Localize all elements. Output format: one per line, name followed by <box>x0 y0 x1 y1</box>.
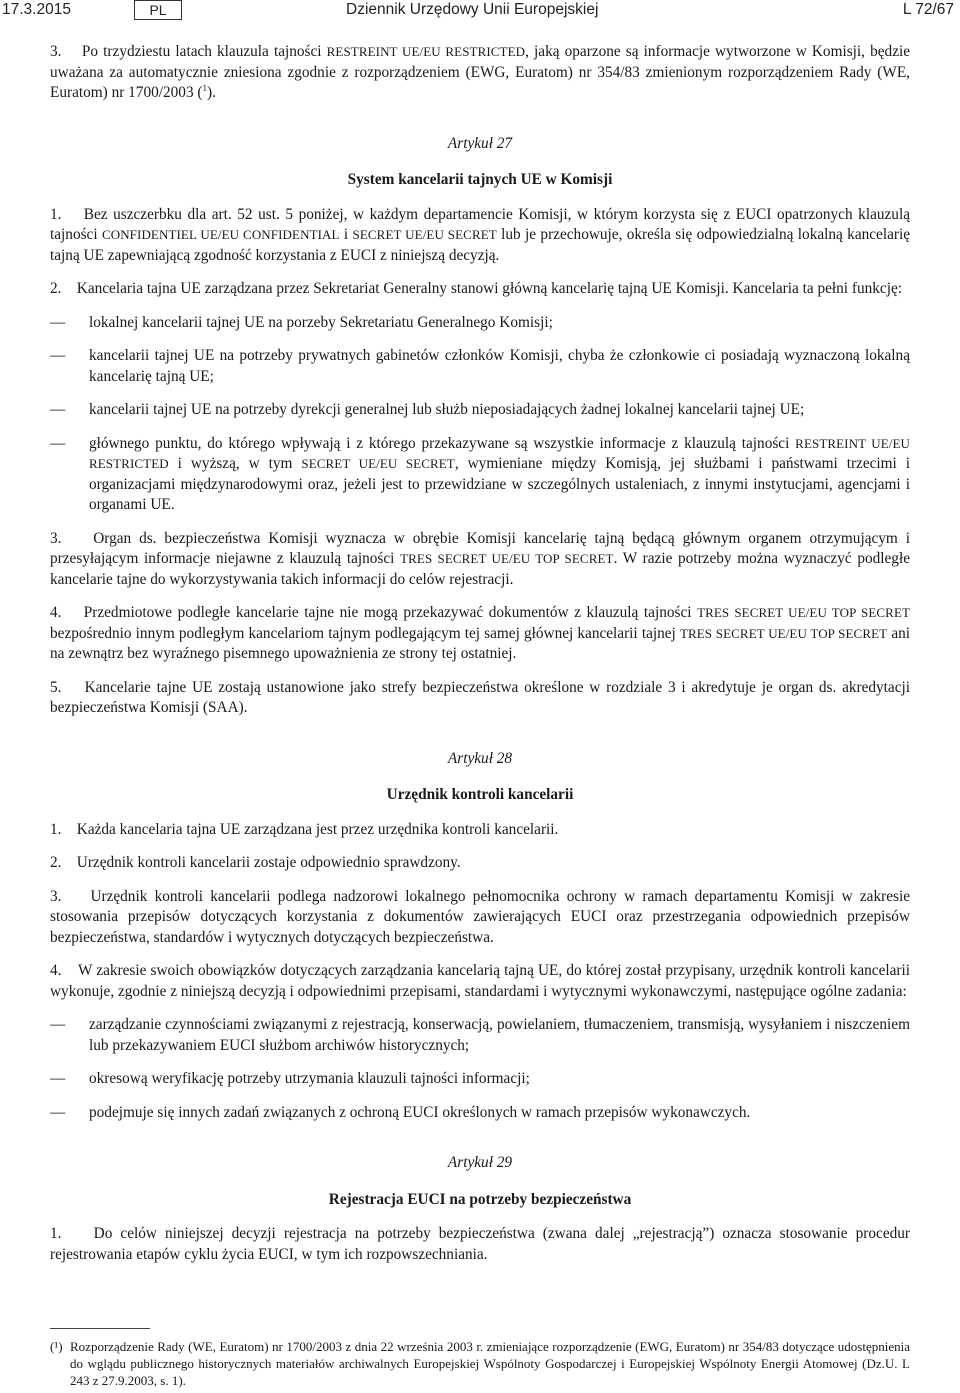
list-item: — kancelarii tajnej UE na potrzeby prywatnych gabinetów członków Komisji, chyba że członkowie ci posiadają wyznaczoną lokalną kancelarię tajną UE; <box>50 347 910 385</box>
page-number: L 72/67 <box>902 1 954 18</box>
document-body <box>50 42 910 1278</box>
paragraph: 3. Urzędnik kontroli kancelarii podlega nadzorowi lokalnego pełnomocnika ochrony w ramach departamentu Komisji w zakresie stosowania przepisów dotyczących korzystania z dokumentów zawierających EUCI oraz przestrzegania odpowiednich przepisów bezpieczeństwa, standardów i wytycznych dotyczących bezpieczeństwa. <box>50 887 910 946</box>
article-title: Urzędnik kontroli kancelarii <box>386 786 574 803</box>
footnote <box>50 1338 910 1389</box>
paragraph: 2. Urzędnik kontroli kancelarii zostaje odpowiednio sprawdzony. <box>50 854 461 871</box>
article-number: Artykuł 28 <box>447 749 513 767</box>
paragraph: 2. Kancelaria tajna UE zarządzana przez Sekretariat Generalny stanowi główną kancelarię tajną UE Komisji. Kancelaria ta pełni funkcję: <box>50 280 902 297</box>
footnote-ref: 1 <box>202 82 208 93</box>
language-badge: PL <box>134 0 182 20</box>
footnote-text: Rozporządzenie Rady (WE, Euratom) nr 1700/2003 z dnia 22 września 2003 r. zmieniające rozporządzenie (EWG, Euratom) nr 354/83 dotyczące udostępnienia do wglądu publicznego historycznych materiałów archiwalnych Europejskiej Wspólnoty Gospodarczej i Europejskiej Wspólnoty Energii Atomowej (Dz.U. L 243 z 27.9.2003, s. 1). <box>70 1339 910 1388</box>
footnote-mark: (¹) <box>50 1339 63 1354</box>
list-item: — lokalnej kancelarii tajnej UE na porzeby Sekretariatu Generalnego Komisji; <box>50 313 553 331</box>
paragraph: 3. Po trzydziestu latach klauzula tajności RESTREINT UE/EU RESTRICTED, jaką oparzone są informacje wytworzone w Komisji, będzie uważana za automatycznie zniesiona zgodnie z rozporządzeniem (EWG, Euratom) nr 354/83 zmienionym rozporządzeniem Rady (WE, Euratom) nr 1700/2003 ($^1$). <box>50 43 911 101</box>
list-item: — podejmuje się innych zadań związanych z ochroną EUCI określonych w ramach przepisów wykonawczych. <box>50 1103 751 1121</box>
article-number: Artykuł 29 <box>447 1154 513 1171</box>
article-title: Rejestracja EUCI na potrzeby bezpieczeństwa <box>328 1190 632 1208</box>
list-item: — kancelarii tajnej UE na potrzeby dyrekcji generalnej lub służb nieposiadających żadnej lokalnej kancelarii tajnej UE; <box>50 401 805 418</box>
list-item: — zarządzanie czynnościami związanymi z rejestracją, konserwacją, powielaniem, tłumaczeniem, transmisją, wysyłaniem i niszczeniem lub przekazywaniem EUCI służbom archiwów historycznych; <box>50 1016 910 1054</box>
footnote-separator <box>50 1328 150 1329</box>
paragraph: 4. Przedmiotowe podległe kancelarie tajne nie mogą przekazywać dokumentów z klauzulą tajności TRES SECRET UE/EU TOP SECRET bezpośrednio innym podległym kancelariom tajnym podlegającym tej samej głównej kancelarii tajnej TRES SECRET UE/EU TOP SECRET ani na zewnątrz bez wyraźnego pisemnego upoważnienia ze strony tej ostatniej. <box>50 604 911 662</box>
paragraph: 1. Każda kancelaria tajna UE zarządzana jest przez urzędnika kontroli kancelarii. <box>50 820 559 838</box>
paragraph: 5. Kancelarie tajne UE zostają ustanowione jako strefy bezpieczeństwa określone w rozdziale 3 i akredytuje je organ ds. akredytacji bezpieczeństwa Komisji (SAA). <box>50 678 911 716</box>
publication-date: 17.3.2015 <box>2 1 71 18</box>
paragraph: 4. W zakresie swoich obowiązków dotyczących zarządzania kancelarią tajną UE, do której został przypisany, urzędnik kontroli kancelarii wykonuje, zgodnie z niniejszą decyzją i odpowiednimi przepisami, standardami i wytycznymi wykonawczymi, następujące ogólne zadania: <box>50 962 910 1000</box>
paragraph: 1. Do celów niniejszej decyzji rejestracja na potrzeby bezpieczeństwa (zwana dalej „rejestracją”) oznacza stosowanie procedur rejestrowania etapów cyklu życia EUCI, w tym ich rozpowszechniania. <box>50 1225 911 1263</box>
list-item: — okresową weryfikację potrzeby utrzymania klauzuli tajności informacji; <box>50 1070 530 1087</box>
journal-title: Dziennik Urzędowy Unii Europejskiej <box>346 1 599 18</box>
article-title: System kancelarii tajnych UE w Komisji <box>347 171 613 188</box>
article-number: Artykuł 27 <box>447 134 513 152</box>
page-header <box>0 0 960 24</box>
paragraph: 1. Bez uszczerbku dla art. 52 ust. 5 poniżej, w każdym departamencie Komisji, w którym korzysta się z EUCI opatrzonych klauzulą tajności CONFIDENTIEL UE/EU CONFIDENTIAL i SECRET UE/EU SECRET lub je przechowuje, określa się odpowiedzialną lokalną kancelarię tajną UE zapewniającą zgodność korzystania z EUCI z niniejszą decyzją. <box>50 205 911 264</box>
list-item: — głównego punktu, do którego wpływają i z którego przekazywane są wszystkie informacje z klauzulą tajności RESTREINT UE/EU RESTRICTED i wyższą, w tym SECRET UE/EU SECRET, wymieniane między Komisją, jej służbami i państwami trzecimi i organizacjami międzynarodowymi oraz, jeżeli jest to przewidziane w szczególnych ustaleniach, z innymi instytucjami, agencjami i organami UE. <box>50 434 911 513</box>
paragraph: 3. Organ ds. bezpieczeństwa Komisji wyznacza w obrębie Komisji kancelarię tajną będącą głównym organem otrzymującym i przesyłającym informacje niejawne z klauzulą tajności TRES SECRET UE/EU TOP SECRET. W razie potrzeby można wyznaczyć podległe kancelarie tajne do wykorzystywania takich informacji do celów rejestracji. <box>50 529 911 588</box>
